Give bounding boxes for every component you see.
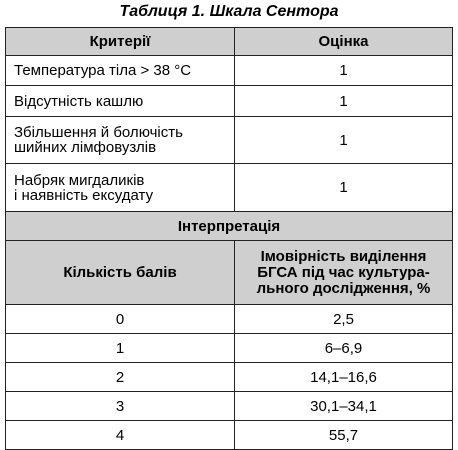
criteria-row (6, 56, 453, 86)
points-cell: 4 (6, 421, 235, 450)
probability-header-line2: БГСА під час культура- (257, 263, 430, 281)
criterion-text-line1: Збільшення й болючість (14, 124, 183, 141)
table-caption: Таблиця 1. Шкала Сентора (119, 3, 339, 20)
interpretation-title-row (6, 212, 453, 241)
points-cell: 2 (6, 363, 235, 392)
probability-cell: 14,1–16,6 (235, 363, 453, 392)
criteria-row (6, 164, 453, 212)
interpretation-row (6, 392, 453, 421)
criterion-text: Відсутність кашлю (14, 92, 144, 110)
criterion-text-line1: Набряк мигдаликів (14, 171, 145, 189)
criteria-header: Критерії (6, 28, 235, 56)
criterion-text: Температура тіла > 38 °С (14, 62, 192, 79)
probability-header-line1: Імовірність виділення (260, 247, 427, 265)
probability-cell: 55,7 (235, 421, 453, 450)
criteria-row (6, 86, 453, 117)
score-cell: 1 (235, 117, 453, 164)
interpretation-row (6, 334, 453, 363)
points-cell: 0 (6, 305, 235, 334)
probability-header-line3: льного дослідження, % (256, 279, 431, 297)
interpretation-row (6, 305, 453, 334)
criteria-row (6, 117, 453, 164)
score-header: Оцінка (235, 28, 453, 56)
criterion-cell (6, 164, 235, 212)
points-cell: 3 (6, 392, 235, 421)
interpretation-title: Інтерпретація (6, 212, 453, 241)
interpretation-row (6, 421, 453, 450)
probability-cell: 6–6,9 (235, 334, 453, 363)
interpretation-row (6, 363, 453, 392)
score-cell: 1 (235, 164, 453, 212)
points-header: Кількість балів (6, 241, 235, 305)
sentor-scale-table (5, 27, 453, 450)
score-cell: 1 (235, 56, 453, 86)
probability-cell: 30,1–34,1 (235, 392, 453, 421)
criterion-text-line2: і наявність ексудату (14, 186, 154, 204)
criterion-text-line2: шийних лімфовузлів (14, 139, 157, 156)
criterion-cell (6, 86, 235, 117)
points-cell: 1 (6, 334, 235, 363)
probability-header (235, 241, 453, 305)
criterion-cell (6, 56, 235, 86)
interpretation-header-row (6, 241, 453, 305)
criterion-cell (6, 117, 235, 164)
probability-cell: 2,5 (235, 305, 453, 334)
table-header-row (6, 28, 453, 56)
score-cell: 1 (235, 86, 453, 117)
